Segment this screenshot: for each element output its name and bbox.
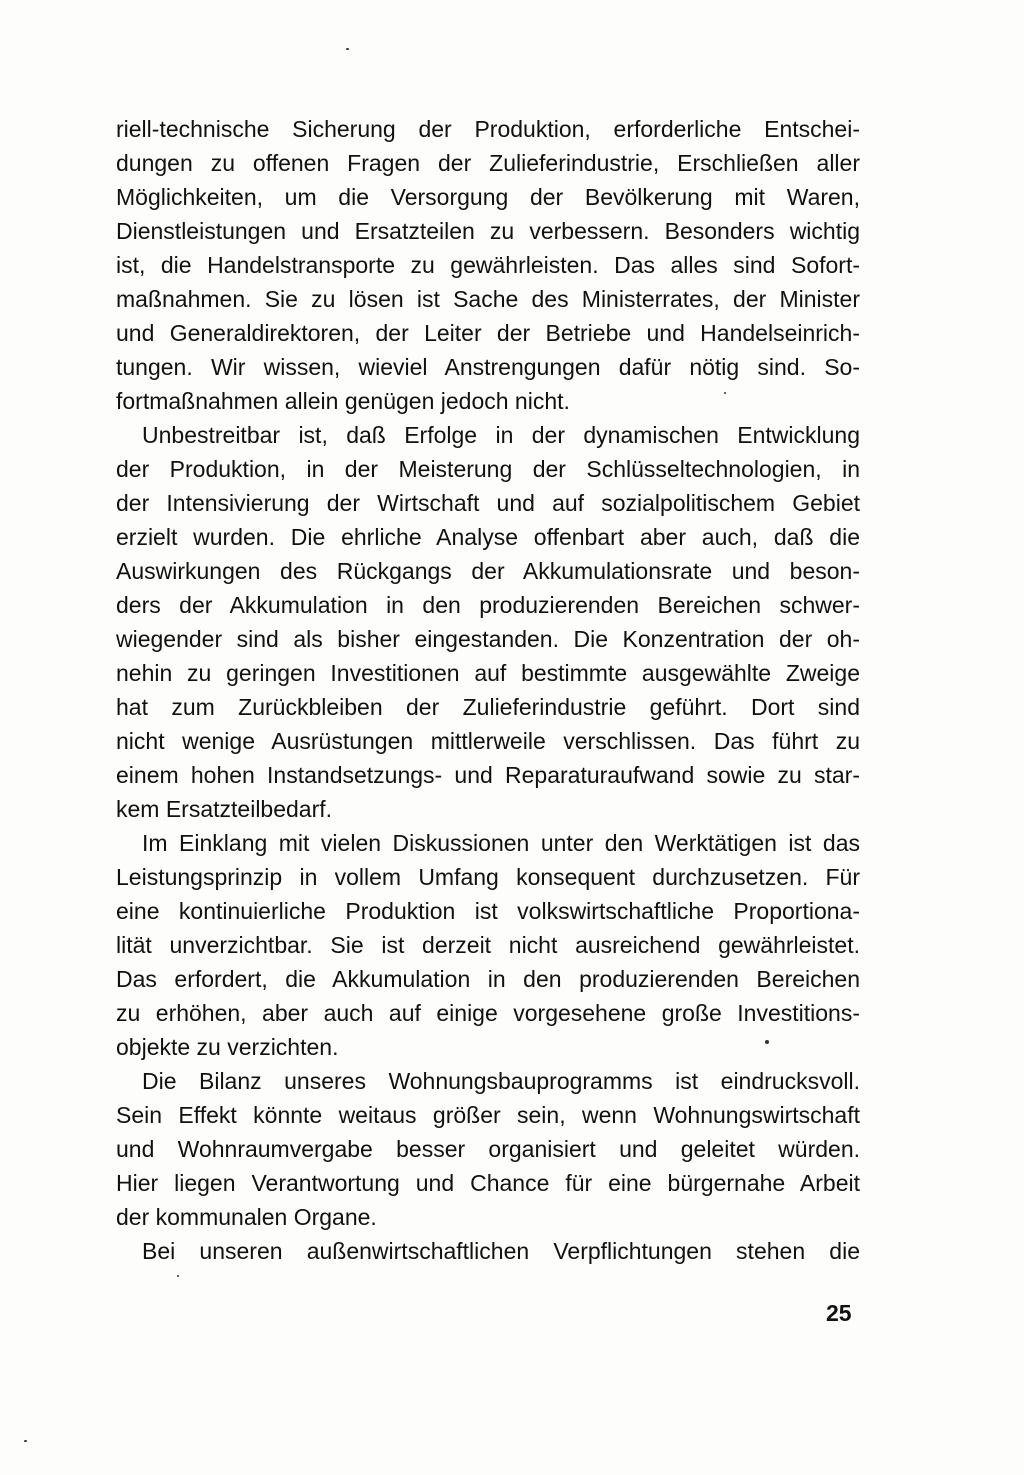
text-line: Die Bilanz unseres Wohnungsbauprogramms ist eindrucksvoll. bbox=[142, 1068, 860, 1094]
text-line: der Produktion, in der Meisterung der Schlüsseltechnologien, in bbox=[116, 456, 860, 482]
text-line: Dienstleistungen und Ersatzteilen zu verbessern. Besonders wichtig bbox=[116, 218, 860, 244]
text-line: erzielt wurden. Die ehrliche Analyse offenbart aber auch, daß die bbox=[116, 524, 860, 550]
paragraph bbox=[116, 1234, 860, 1268]
text-line: Das erfordert, die Akkumulation in den produzierenden Bereichen bbox=[116, 966, 860, 992]
text-line: Leistungsprinzip in vollem Umfang konsequent durchzusetzen. Für bbox=[116, 864, 860, 890]
paragraph bbox=[116, 826, 860, 1064]
text-line: hat zum Zurückbleiben der Zulieferindustrie geführt. Dort sind bbox=[116, 694, 860, 720]
text-line: Möglichkeiten, um die Versorgung der Bevölkerung mit Waren, bbox=[116, 184, 860, 210]
text-line: der kommunalen Organe. bbox=[116, 1204, 377, 1230]
text-line: Hier liegen Verantwortung und Chance für eine bürgernahe Arbeit bbox=[116, 1170, 860, 1196]
text-line: nehin zu geringen Investitionen auf bestimmte ausgewählte Zweige bbox=[116, 660, 860, 686]
text-line: lität unverzichtbar. Sie ist derzeit nicht ausreichend gewährleistet. bbox=[116, 932, 860, 958]
scan-speck bbox=[177, 1275, 179, 1277]
text-line: einem hohen Instandsetzungs- und Reparaturaufwand sowie zu star- bbox=[116, 762, 860, 788]
text-line: tungen. Wir wissen, wieviel Anstrengungen dafür nötig sind. So- bbox=[116, 354, 860, 380]
paragraph bbox=[116, 112, 860, 418]
text-line: Auswirkungen des Rückgangs der Akkumulationsrate und beson- bbox=[116, 558, 860, 584]
text-line: wiegender sind als bisher eingestanden. Die Konzentration der oh- bbox=[116, 626, 860, 652]
text-line: objekte zu verzichten. bbox=[116, 1034, 339, 1060]
text-line: Sein Effekt könnte weitaus größer sein, wenn Wohnungswirtschaft bbox=[116, 1102, 860, 1128]
text-line: Im Einklang mit vielen Diskussionen unter den Werktätigen ist das bbox=[142, 830, 860, 856]
paragraph bbox=[116, 418, 860, 826]
text-line: und Generaldirektoren, der Leiter der Betriebe und Handelseinrich- bbox=[116, 320, 860, 346]
text-line: Unbestreitbar ist, daß Erfolge in der dynamischen Entwicklung bbox=[142, 422, 860, 448]
text-line: fortmaßnahmen allein genügen jedoch nicht. bbox=[116, 388, 570, 414]
paragraph bbox=[116, 1064, 860, 1234]
text-line: zu erhöhen, aber auch auf einige vorgesehene große Investitions- bbox=[116, 1000, 860, 1026]
text-line: kem Ersatzteilbedarf. bbox=[116, 796, 333, 822]
text-line: ders der Akkumulation in den produzierenden Bereichen schwer- bbox=[116, 592, 860, 618]
text-line: riell-technische Sicherung der Produktion, erforderliche Entschei- bbox=[116, 116, 860, 142]
text-line: ist, die Handelstransporte zu gewährleisten. Das alles sind Sofort- bbox=[116, 252, 860, 278]
text-line: dungen zu offenen Fragen der Zulieferindustrie, Erschließen aller bbox=[116, 150, 860, 176]
text-line: eine kontinuierliche Produktion ist volkswirtschaftliche Proportiona- bbox=[116, 898, 860, 924]
text-line: nicht wenige Ausrüstungen mittlerweile verschlissen. Das führt zu bbox=[116, 728, 860, 754]
scan-speck bbox=[765, 1040, 769, 1044]
text-line: der Intensivierung der Wirtschaft und auf sozialpolitischem Gebiet bbox=[116, 490, 860, 516]
body-text bbox=[116, 112, 860, 1268]
scan-speck bbox=[346, 48, 349, 50]
text-line: Bei unseren außenwirtschaftlichen Verpflichtungen stehen die bbox=[142, 1238, 860, 1264]
scan-speck bbox=[24, 1440, 27, 1442]
text-line: maßnahmen. Sie zu lösen ist Sache des Ministerrates, der Minister bbox=[116, 286, 860, 312]
scan-speck bbox=[724, 392, 726, 394]
page-number: 25 bbox=[826, 1300, 852, 1326]
text-line: und Wohnraumvergabe besser organisiert und geleitet würden. bbox=[116, 1136, 860, 1162]
